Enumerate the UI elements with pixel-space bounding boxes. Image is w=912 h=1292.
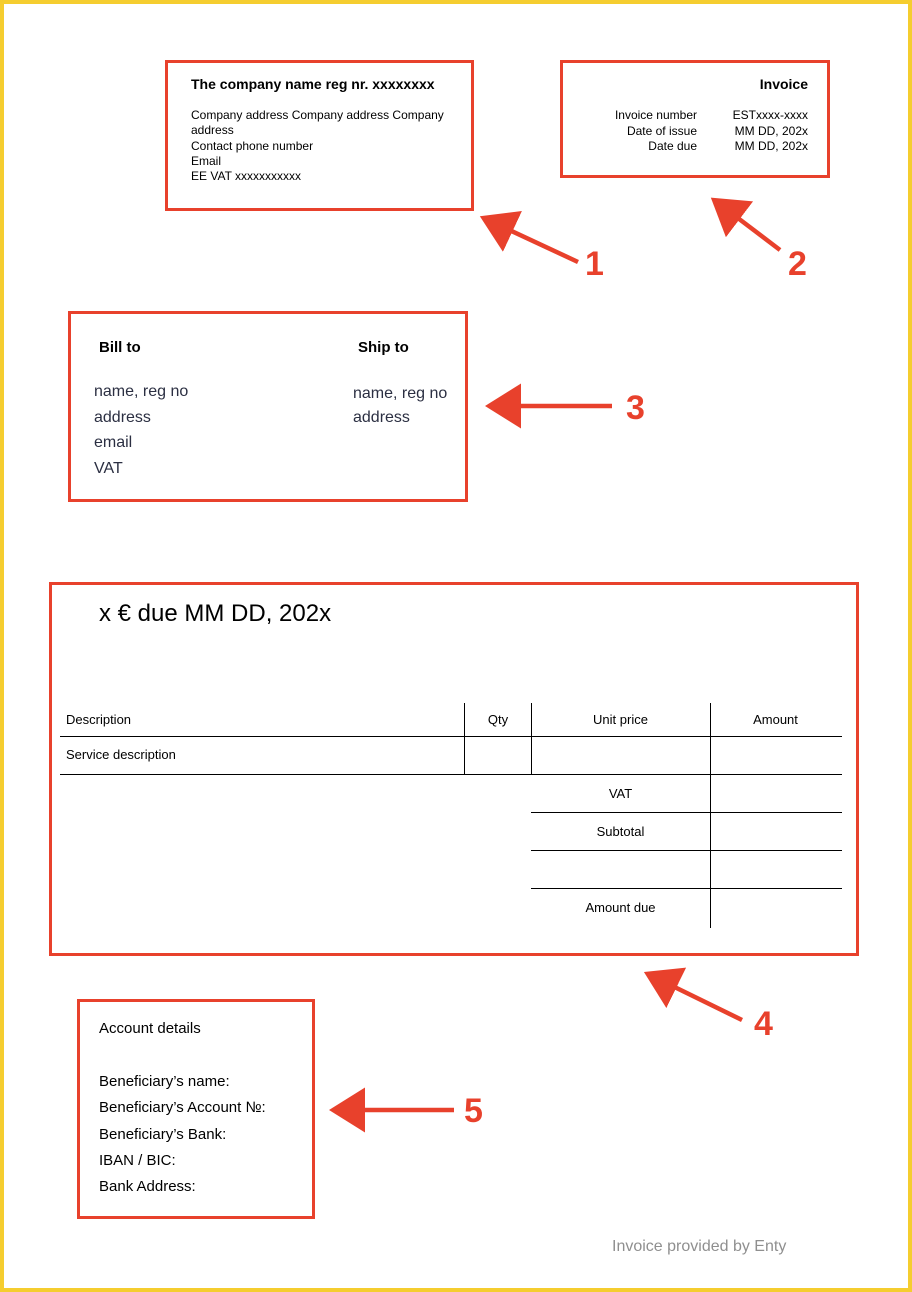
ship-to-heading: Ship to [358,339,409,356]
invoice-info-box [560,60,830,178]
date-due-label: Date due [648,139,697,153]
bill-to-email: email [94,434,133,451]
company-address: Company address Company address Company address [191,108,444,138]
bill-to-heading: Bill to [99,339,141,356]
bill-to-vat: VAT [94,459,123,477]
vat-divider [531,812,842,813]
annotation-number-1: 1 [585,245,604,283]
bank-address-label: Bank Address: [99,1178,196,1196]
company-phone: Contact phone number [191,138,314,153]
vat-label: VAT [608,786,633,801]
footer-credit: Invoice provided by Enty [612,1238,787,1255]
date-of-issue-label: Date of issue [626,124,697,138]
company-details [191,108,466,184]
ship-to-details [353,382,447,430]
company-vat: EE VAT xxxxxxxxxxx [191,169,302,184]
amount-header: Amount [753,712,798,727]
account-details-box [77,999,315,1219]
qty-column-line [464,703,465,775]
table-header-divider [60,736,842,737]
subtotal-divider [531,850,842,851]
iban-bic-label: IBAN / BIC: [99,1151,176,1169]
annotation-number-2: 2 [788,245,807,283]
beneficiary-bank-label: Beneficiary’s Bank: [99,1125,227,1143]
table-item-divider [60,774,842,775]
date-of-issue-value: MM DD, 202x [734,124,808,138]
bill-to-name: name, reg no [94,383,189,400]
invoice-number-label: Invoice number [614,108,697,122]
annotation-number-5: 5 [464,1092,483,1130]
amount-summary-box [49,582,859,956]
bill-to-details [94,379,188,481]
company-name: The company name reg nr. xxxxxxxx [191,76,435,92]
company-info-box [165,60,474,211]
amount-column-line [710,703,711,928]
account-details-title: Account details [99,1020,201,1037]
qty-header: Qty [487,712,509,727]
amount-due-headline: x € due MM DD, 202x [99,600,332,627]
description-header: Description [66,712,132,727]
invoice-number-value: ESTxxxx-xxxx [732,108,808,122]
ship-to-address: address [353,409,410,426]
bill-to-address: address [94,408,151,426]
service-description: Service description [66,747,176,762]
subtotal-label: Subtotal [596,824,645,839]
unit-price-header: Unit price [593,712,648,727]
account-details-fields [99,1069,266,1200]
ship-to-name: name, reg no [353,385,448,402]
annotation-number-3: 3 [626,389,645,427]
invoice-title: Invoice [759,76,808,92]
beneficiary-name-label: Beneficiary’s name: [99,1073,230,1090]
unit-price-column-line [531,703,532,775]
annotation-number-4: 4 [754,1005,773,1043]
company-email: Email [191,153,222,168]
beneficiary-account-label: Beneficiary’s Account №: [99,1099,266,1117]
blank-row-divider [531,888,842,889]
bill-ship-box [68,311,468,502]
date-due-value: MM DD, 202x [734,139,808,153]
amount-due-label: Amount due [585,900,656,915]
